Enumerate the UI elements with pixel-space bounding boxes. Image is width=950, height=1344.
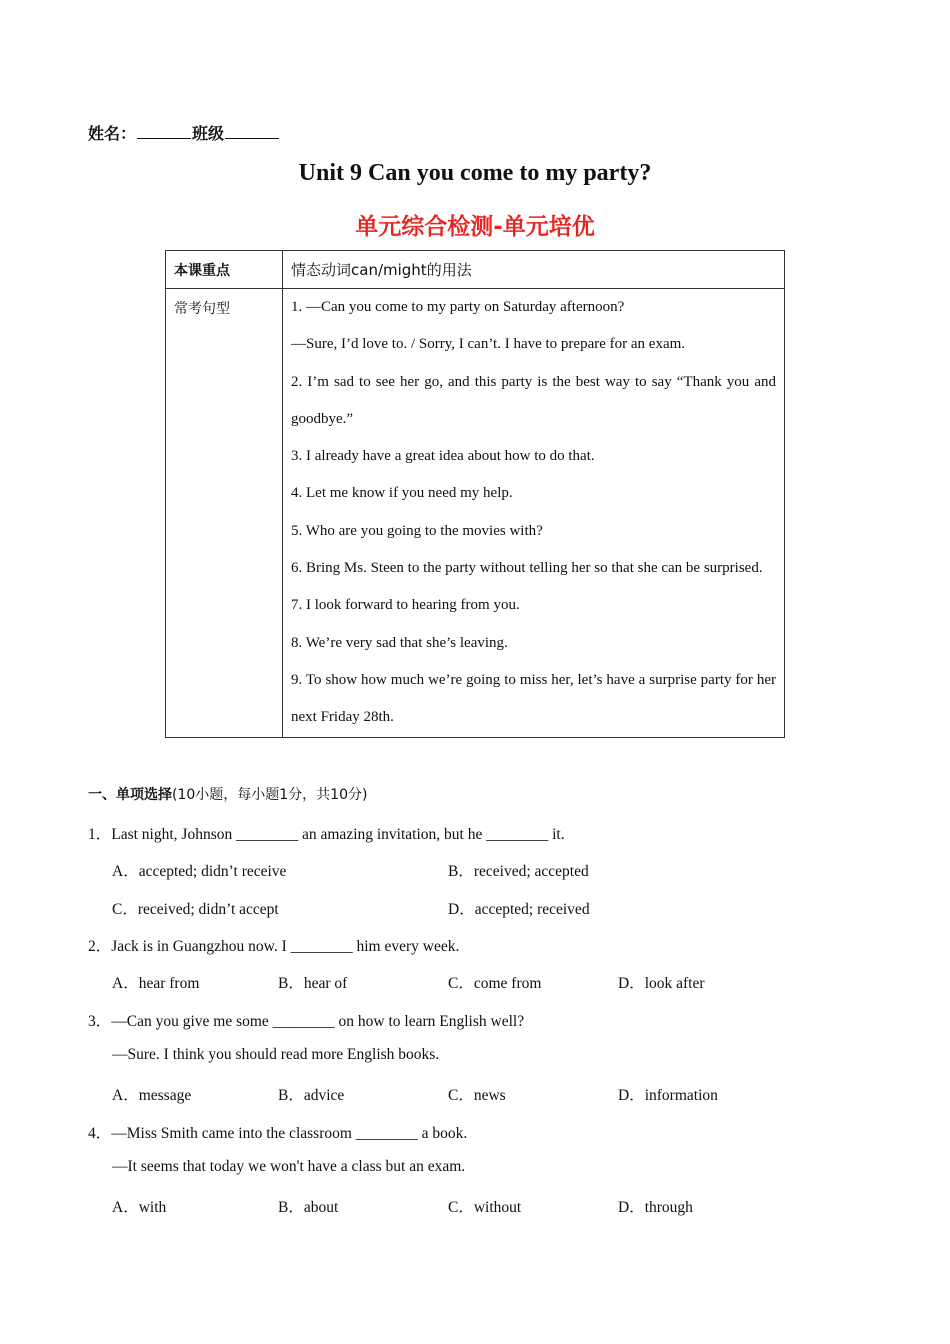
name-blank[interactable] [137, 124, 191, 139]
option-d[interactable]: D．accepted; received [448, 901, 590, 918]
sentence-list [291, 289, 776, 737]
question-stem: 3．—Can you give me some ________ on how to learn English well? [88, 1013, 525, 1030]
class-blank[interactable] [225, 124, 279, 139]
option-b[interactable]: B．advice [278, 1087, 345, 1104]
option-d[interactable]: D．look after [618, 975, 705, 992]
class-label: 班级 [192, 124, 225, 143]
section-note: (10小题，每小题1分，共10分) [172, 787, 368, 803]
sentence-item: 1. —Can you come to my party on Saturday afternoon? [291, 299, 625, 315]
focus-row-key-point [166, 251, 785, 289]
sentence-item: 3. I already have a great idea about how to do that. [291, 448, 595, 465]
section-heading [88, 784, 367, 804]
sentence-item: 8. We’re very sad that she’s leaving. [291, 634, 508, 651]
question-dialogue: —Sure. I think you should read more English books. [112, 1046, 440, 1063]
question-stem: 1．Last night, Johnson ________ an amazing invitation, but he ________ it. [88, 826, 565, 843]
option-c[interactable]: C．received; didn’t accept [112, 901, 279, 918]
sentence-item: 4. Let me know if you need my help. [291, 485, 513, 502]
question-stem: 4．—Miss Smith came into the classroom ________ a book. [88, 1125, 468, 1142]
name-class-line [88, 121, 280, 144]
focus-row-sentences [166, 289, 785, 738]
sentences-content [283, 289, 785, 738]
option-a[interactable]: A．with [112, 1199, 167, 1216]
sentence-item: 6. Bring Ms. Steen to the party without telling her so that she can be surprised. [291, 560, 763, 577]
sentence-item: 9. To show how much we’re going to miss her, let’s have a surprise party for her next Friday 28th. [291, 671, 776, 726]
sentence-item: 7. I look forward to hearing from you. [291, 597, 520, 614]
name-label: 姓名： [88, 124, 137, 143]
sentence-item: —Sure, I’d love to. / Sorry, I can’t. I have to prepare for an exam. [291, 336, 686, 353]
option-a[interactable]: A．hear from [112, 975, 200, 992]
section-title: 一、单项选择 [88, 787, 172, 803]
option-b[interactable]: B．received; accepted [448, 863, 589, 880]
sentence-item: 2. I’m sad to see her go, and this party is the best way to say “Thank you and goodbye.” [291, 373, 776, 427]
option-c[interactable]: C．without [448, 1199, 522, 1216]
key-point-label: 本课重点 [166, 251, 283, 289]
option-d[interactable]: D．information [618, 1087, 718, 1104]
sentence-item: 5. Who are you going to the movies with? [291, 522, 543, 539]
option-b[interactable]: B．about [278, 1199, 339, 1216]
question-stem: 2．Jack is in Guangzhou now. I ________ him every week. [88, 938, 460, 955]
option-a[interactable]: A．message [112, 1087, 192, 1104]
document-subtitle: 单元综合检测-单元培优 [355, 214, 595, 240]
option-a[interactable]: A．accepted; didn’t receive [112, 863, 287, 880]
option-b[interactable]: B．hear of [278, 975, 348, 992]
focus-table [165, 250, 785, 738]
option-d[interactable]: D．through [618, 1199, 693, 1216]
option-c[interactable]: C．come from [448, 975, 542, 992]
option-c[interactable]: C．news [448, 1087, 506, 1104]
key-point-content: 情态动词can/might的用法 [283, 251, 785, 289]
question-dialogue: —It seems that today we won't have a class but an exam. [112, 1158, 466, 1175]
sentences-label: 常考句型 [166, 289, 283, 738]
document-title: Unit 9 Can you come to my party? [298, 160, 652, 186]
